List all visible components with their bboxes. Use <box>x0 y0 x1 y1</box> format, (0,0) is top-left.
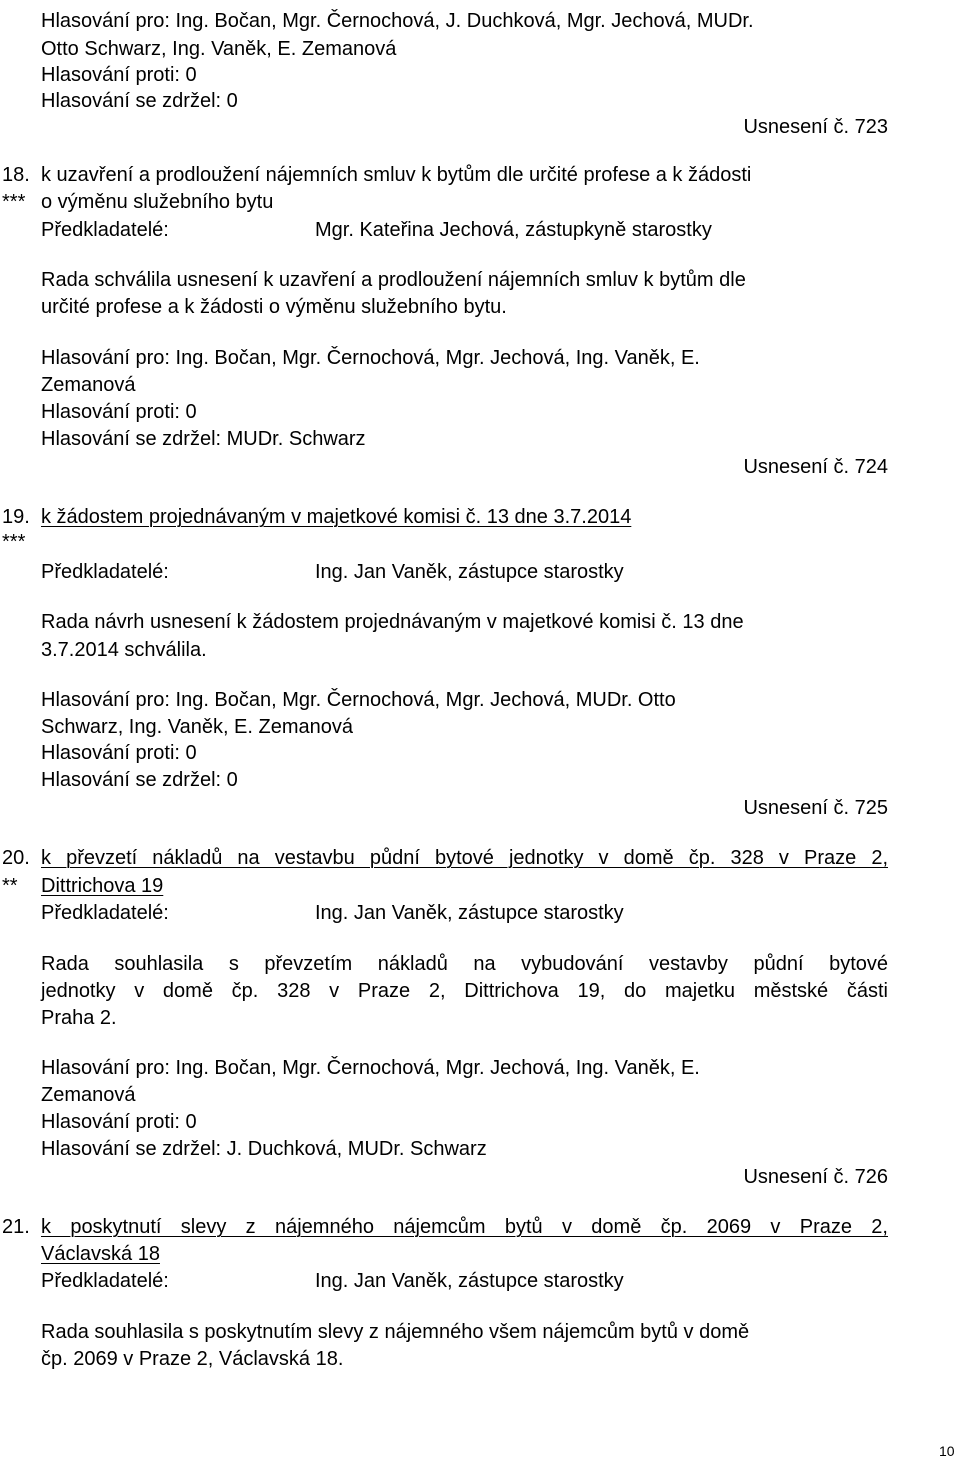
decision-line-1: Rada schválila usnesení k uzavření a prodloužení nájemních smluv k bytům dle <box>41 269 746 291</box>
item-title-line-1: k převzetí nákladů na vestavbu půdní bytové jednotky v domě čp. 328 v Praze 2, <box>41 847 888 869</box>
vote-abstain: Hlasování se zdržel: MUDr. Schwarz <box>41 428 366 450</box>
vote-abstain: Hlasování se zdržel: 0 <box>41 90 238 112</box>
vote-for-line-2: Zemanová <box>41 374 136 396</box>
vote-for-line-1: Hlasování pro: Ing. Bočan, Mgr. Černochová, J. Duchková, Mgr. Jechová, MUDr. <box>41 10 754 32</box>
item-priority-stars: ** <box>2 875 18 897</box>
item-number: 18. <box>2 164 30 186</box>
resolution-number: Usnesení č. 726 <box>743 1166 888 1188</box>
vote-for-line-2: Schwarz, Ing. Vaněk, E. Zemanová <box>41 716 354 738</box>
vote-abstain: Hlasování se zdržel: 0 <box>41 769 238 791</box>
decision-line-2: jednotky v domě čp. 328 v Praze 2, Dittrichova 19, do majetku městské části <box>41 980 888 1002</box>
item-title-line-2: Dittrichova 19 <box>41 875 164 897</box>
presenter-label: Předkladatelé: <box>41 561 169 583</box>
vote-for-line-1: Hlasování pro: Ing. Bočan, Mgr. Černochová, Mgr. Jechová, Ing. Vaněk, E. <box>41 347 700 369</box>
item-number: 19. <box>2 506 30 528</box>
presenter-label: Předkladatelé: <box>41 219 169 241</box>
page-number: 10 <box>939 1443 955 1459</box>
item-title-line-1: k žádostem projednávaným v majetkové komisi č. 13 dne 3.7.2014 <box>41 506 632 528</box>
vote-against: Hlasování proti: 0 <box>41 742 197 764</box>
item-number: 21. <box>2 1216 30 1238</box>
presenter-name: Mgr. Kateřina Jechová, zástupkyně starostky <box>315 219 712 241</box>
item-number: 20. <box>2 847 30 869</box>
item-title-line-1: k poskytnutí slevy z nájemného nájemcům bytů v domě čp. 2069 v Praze 2, <box>41 1216 888 1238</box>
vote-against: Hlasování proti: 0 <box>41 64 197 86</box>
item-priority-stars: *** <box>2 531 26 553</box>
item-title-line-1: k uzavření a prodloužení nájemních smluv k bytům dle určité profese a k žádosti <box>41 164 752 186</box>
item-title-line-2: Václavská 18 <box>41 1243 160 1265</box>
decision-line-1: Rada návrh usnesení k žádostem projednávaným v majetkové komisi č. 13 dne <box>41 611 744 633</box>
presenter-label: Předkladatelé: <box>41 902 169 924</box>
decision-line-1: Rada souhlasila s převzetím nákladů na vybudování vestavby půdní bytové <box>41 953 888 975</box>
vote-for-line-1: Hlasování pro: Ing. Bočan, Mgr. Černochová, Mgr. Jechová, Ing. Vaněk, E. <box>41 1057 700 1079</box>
presenter-name: Ing. Jan Vaněk, zástupce starostky <box>315 561 624 583</box>
presenter-name: Ing. Jan Vaněk, zástupce starostky <box>315 1270 624 1292</box>
resolution-number: Usnesení č. 725 <box>743 797 888 819</box>
vote-against: Hlasování proti: 0 <box>41 401 197 423</box>
vote-against: Hlasování proti: 0 <box>41 1111 197 1133</box>
resolution-number: Usnesení č. 723 <box>743 116 888 138</box>
item-title-line-2: o výměnu služebního bytu <box>41 191 274 213</box>
decision-line-2: určité profese a k žádosti o výměnu služebního bytu. <box>41 296 507 318</box>
presenter-name: Ing. Jan Vaněk, zástupce starostky <box>315 902 624 924</box>
decision-line-3: Praha 2. <box>41 1007 117 1029</box>
decision-line-2: čp. 2069 v Praze 2, Václavská 18. <box>41 1348 344 1370</box>
decision-line-2: 3.7.2014 schválila. <box>41 639 207 661</box>
vote-abstain: Hlasování se zdržel: J. Duchková, MUDr. Schwarz <box>41 1138 487 1160</box>
vote-for-line-2: Zemanová <box>41 1084 136 1106</box>
vote-for-line-2: Otto Schwarz, Ing. Vaněk, E. Zemanová <box>41 38 397 60</box>
vote-for-line-1: Hlasování pro: Ing. Bočan, Mgr. Černochová, Mgr. Jechová, MUDr. Otto <box>41 689 676 711</box>
resolution-number: Usnesení č. 724 <box>743 456 888 478</box>
decision-line-1: Rada souhlasila s poskytnutím slevy z nájemného všem nájemcům bytů v domě <box>41 1321 750 1343</box>
presenter-label: Předkladatelé: <box>41 1270 169 1292</box>
item-priority-stars: *** <box>2 191 26 213</box>
